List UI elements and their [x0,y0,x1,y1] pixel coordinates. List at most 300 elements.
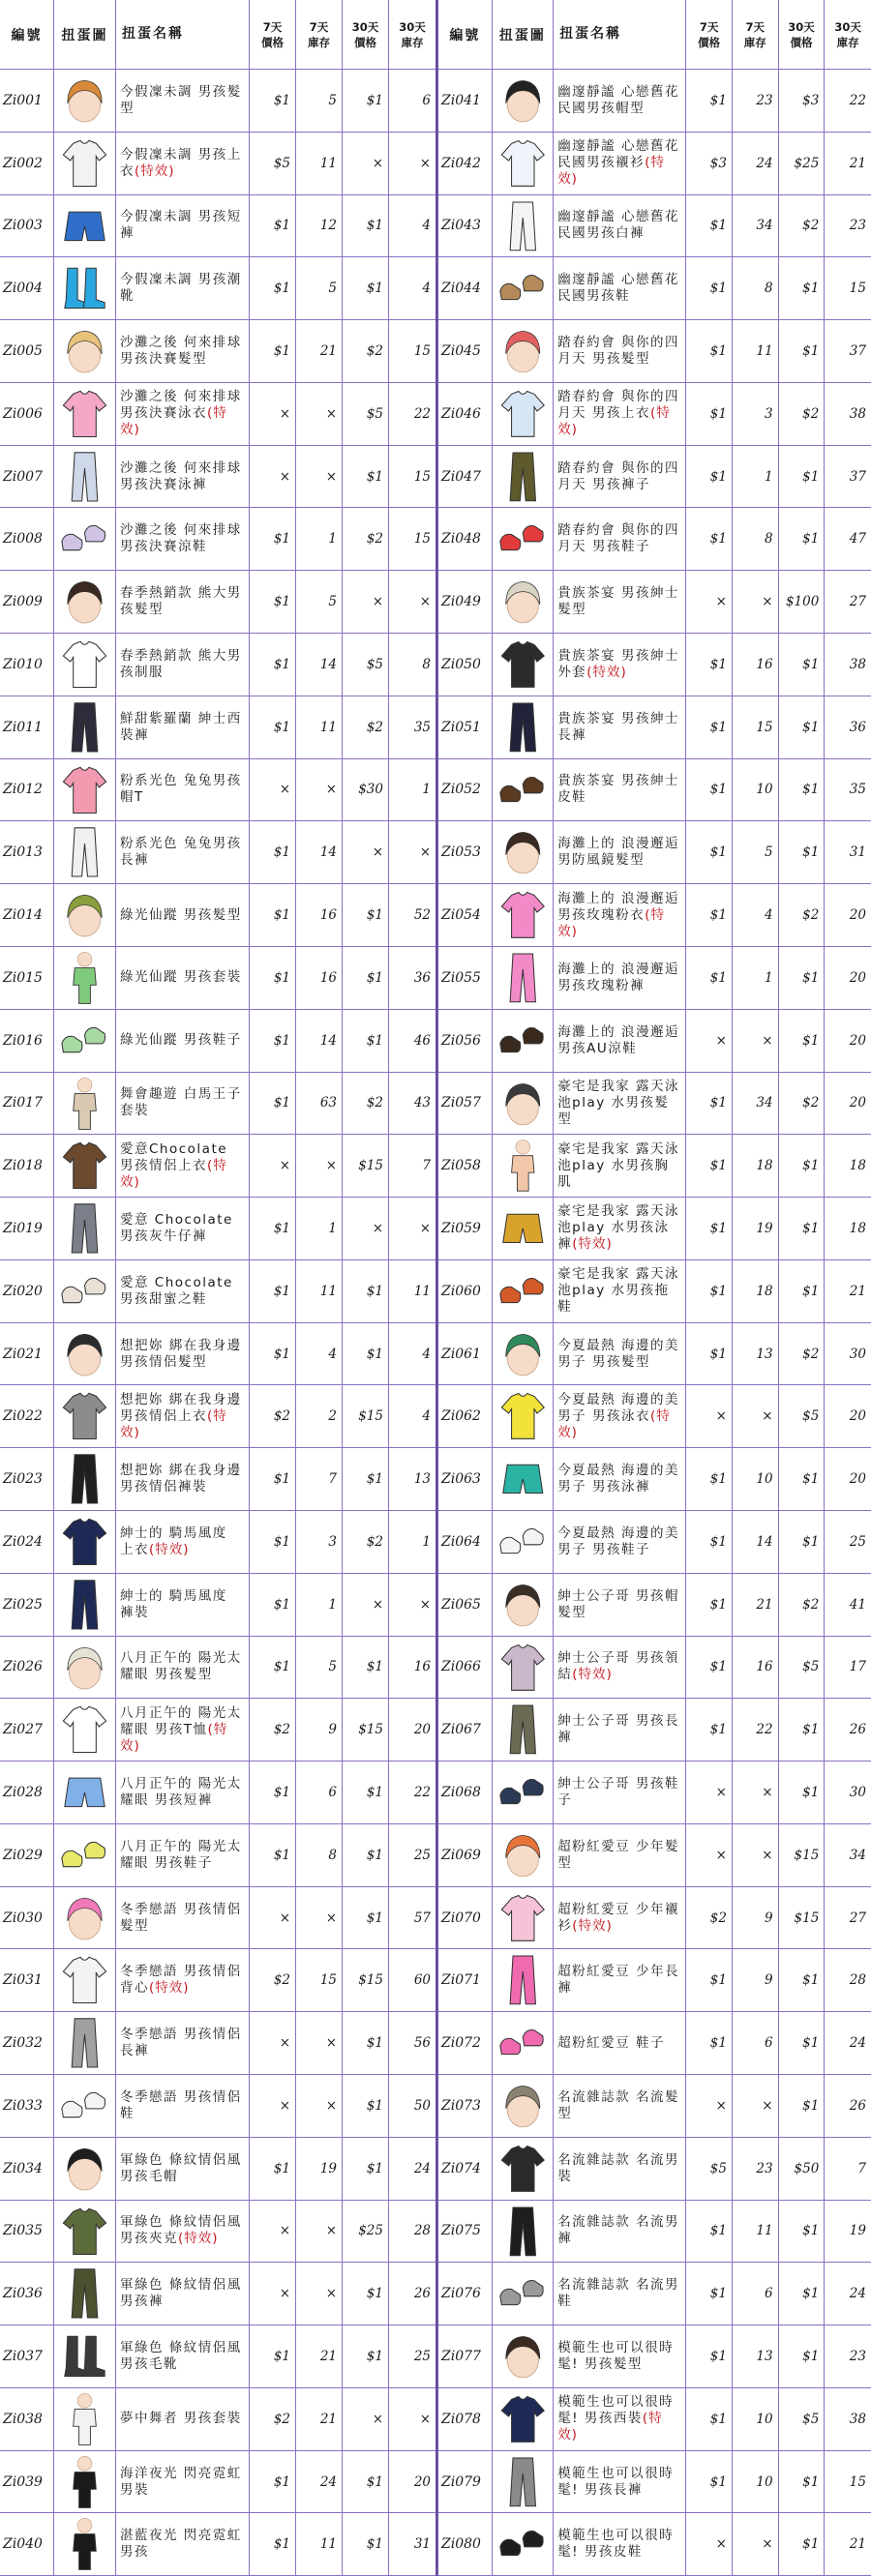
table-row [0,2388,871,2451]
stock-7-day: 14 [733,1511,779,1574]
stock-7-day: 6 [733,2263,779,2325]
item-name-label: 踏春約會 與你的四月天 男孩髮型 [557,335,679,368]
item-thumbnail [493,1762,555,1824]
table-row [0,257,871,320]
item-name-text [120,2466,245,2499]
price-30-day: $15 [343,1699,389,1762]
price-30-day: $5 [343,634,389,696]
stock-30-day: 21 [825,133,871,195]
stock-30-day: 15 [389,446,436,509]
header-name: 扭蛋名稱 [116,0,250,70]
item-code: Zi011 [0,696,54,759]
item-name-label: 模範生也可以很時髦! 男孩西裝 [557,2394,675,2427]
stock-7-day: 11 [296,133,343,195]
item-name [554,383,686,446]
stock-30-day: 7 [825,2138,871,2201]
table-row [0,2012,871,2075]
header-price-7: 7天 價格 [686,0,733,70]
left-item [0,2012,436,2075]
price-30-day: $1 [779,759,826,822]
stock-7-day: 11 [733,2201,779,2264]
table-row [0,2451,871,2514]
stock-30-day: 41 [825,1574,871,1637]
item-thumbnail [493,1887,555,1950]
price-7-day: $1 [250,2513,296,2576]
special-effect-tag: (特效) [178,2231,219,2247]
item-name [116,1073,250,1136]
right-item [436,2513,871,2576]
item-name-text [120,1463,245,1495]
item-name [554,1637,686,1700]
right-item [436,383,871,446]
item-name [554,696,686,759]
price-30-day: $30 [343,759,389,822]
shoes-icon [56,2077,113,2135]
item-name-text [120,773,245,806]
item-name [554,821,686,884]
stock-7-day: 5 [733,821,779,884]
stock-30-day: 38 [825,634,871,696]
item-name-label: 想把妳 綁在我身邊 男孩情侶褲裝 [120,1463,242,1495]
table-row [0,1010,871,1073]
item-name [116,2138,250,2201]
table-row [0,195,871,258]
stock-30-day: × [389,1574,436,1637]
right-item [436,257,871,320]
stock-7-day: 14 [296,634,343,696]
stock-7-day: × [296,2263,343,2325]
pants-icon [495,698,552,756]
table-row [0,383,871,446]
item-name-text [557,1776,681,1809]
item-thumbnail [54,947,116,1010]
stock-30-day: 25 [389,2325,436,2388]
pants-icon [56,1450,113,1508]
item-code: Zi080 [438,2513,493,2576]
item-name-label: 豪宅是我家 露天泳池play 水男孩拖鞋 [557,1266,679,1316]
item-thumbnail [54,571,116,634]
price-30-day: $2 [343,1073,389,1136]
left-item [0,2075,436,2138]
item-name-text [120,1212,245,1245]
right-item [436,1574,871,1637]
price-30-day: $1 [779,634,826,696]
item-code: Zi069 [438,1824,493,1887]
price-30-day: × [343,571,389,634]
item-name-label: 沙灘之後 何來排球 男孩決賽泳褲 [120,459,242,492]
table-row [0,1073,871,1136]
price-7-day: $1 [686,1260,733,1323]
left-item [0,947,436,1010]
header-name: 扭蛋名稱 [554,0,686,70]
price-30-day: $2 [779,1323,826,1386]
stock-7-day: × [733,571,779,634]
stock-7-day: 14 [296,821,343,884]
right-item [436,1323,871,1386]
table-row [0,1762,871,1824]
item-name-text [120,1964,245,1997]
special-effect-tag: (特效) [120,1721,228,1754]
item-code: Zi063 [438,1448,493,1511]
stock-30-day: 20 [389,2451,436,2514]
shirt-icon [56,1701,113,1759]
table-row [0,2138,871,2201]
item-code: Zi028 [0,1762,54,1824]
item-thumbnail [493,1574,555,1637]
item-name [554,571,686,634]
item-code: Zi039 [0,2451,54,2514]
price-30-day: $1 [343,257,389,320]
item-name [554,2012,686,2075]
price-7-day: $1 [250,1198,296,1260]
right-item [436,2012,871,2075]
item-name-text [120,1032,242,1049]
item-thumbnail [54,2075,116,2138]
item-name [116,2012,250,2075]
item-name-label: 豪宅是我家 露天泳池play 水男孩髮型 [557,1078,679,1127]
item-name-label: 湛藍夜光 閃亮霓虹男孩 [120,2528,242,2561]
pants-icon [495,2453,552,2511]
item-code: Zi051 [438,696,493,759]
table-row [0,2513,871,2576]
price-7-day: $1 [686,320,733,383]
stock-7-day: 1 [733,947,779,1010]
item-code: Zi024 [0,1511,54,1574]
stock-7-day: 6 [296,1762,343,1824]
stock-7-day: 18 [733,1260,779,1323]
stock-30-day: 30 [825,1323,871,1386]
item-name [116,1260,250,1323]
left-item [0,2201,436,2264]
right-item [436,634,871,696]
stock-7-day: 5 [296,1637,343,1700]
item-name-label: 超粉紅愛豆 鞋子 [557,2034,665,2051]
item-name [554,2513,686,2576]
item-name-label: 貴族茶宴 男孩紳士長褲 [557,710,679,743]
price-7-day: $1 [250,2325,296,2388]
shirt-icon [56,1951,113,2009]
price-30-day: $1 [779,947,826,1010]
item-code: Zi015 [0,947,54,1010]
stock-7-day: 6 [733,2012,779,2075]
table-row [0,1511,871,1574]
item-name-label: 愛意 Chocolate 男孩甜蜜之鞋 [120,1274,233,1307]
item-name [554,1448,686,1511]
price-7-day: $1 [686,446,733,509]
item-code: Zi017 [0,1073,54,1136]
stock-30-day: 52 [389,884,436,947]
price-7-day: × [250,2075,296,2138]
item-name-text [557,335,681,368]
item-name-label: 綠光仙蹤 男孩鞋子 [120,1032,242,1049]
stock-30-day: 18 [825,1198,871,1260]
item-thumbnail [493,133,555,195]
item-name [116,195,250,258]
item-name [116,70,250,133]
price-7-day: × [250,2201,296,2264]
item-code: Zi064 [438,1511,493,1574]
item-name-text [120,2027,245,2059]
item-name-label: 超粉紅愛豆 少年長褲 [557,1964,679,1997]
pants-icon [56,448,113,506]
item-name [116,947,250,1010]
right-item [436,1385,871,1448]
item-code: Zi001 [0,70,54,133]
right-item [436,1762,871,1824]
header-image: 扭蛋圖 [54,0,116,70]
price-30-day: $1 [343,1260,389,1323]
price-7-day: $1 [686,1448,733,1511]
left-item [0,1762,436,1824]
item-name-text [557,1266,681,1316]
item-name-label: 海灘上的 浪漫邂逅 男孩玫瑰粉衣 [557,890,679,923]
header-price-30: 30天 價格 [343,0,389,70]
item-thumbnail [54,1762,116,1824]
price-7-day: $1 [686,2012,733,2075]
pants-icon [495,197,552,255]
item-thumbnail [493,884,555,947]
item-name [116,571,250,634]
item-name [116,1762,250,1824]
stock-30-day: 28 [825,1949,871,2012]
left-item [0,1949,436,2012]
item-name-text [557,2089,681,2122]
item-name-label: 幽邃靜謐 心戀舊花 民國男孩白褲 [557,209,679,242]
table-row [0,884,871,947]
stock-30-day: 50 [389,2075,436,2138]
shorts-icon [495,1450,552,1508]
left-item [0,133,436,195]
pants-icon [56,2014,113,2072]
table-row [0,2325,871,2388]
stock-7-day: 7 [296,1448,343,1511]
stock-30-day: 20 [825,1385,871,1448]
item-name-text [120,335,245,368]
stock-7-day: × [296,2012,343,2075]
header-code: 編號 [0,0,54,70]
item-thumbnail [54,1323,116,1386]
stock-7-day: × [296,383,343,446]
right-item [436,133,871,195]
item-name [116,884,250,947]
item-name-label: 海洋夜光 閃亮霓虹男裝 [120,2465,242,2498]
stock-30-day: 34 [825,1824,871,1887]
item-name-label: 軍綠色 條紋情侶風 男孩褲 [120,2277,242,2310]
item-name-text [120,2214,245,2247]
price-7-day: $1 [250,2138,296,2201]
stock-30-day: 17 [825,1637,871,1700]
item-name [554,1323,686,1386]
item-name-text [120,460,245,493]
price-7-day: $1 [250,821,296,884]
item-name [554,2201,686,2264]
item-name-label: 幽邃靜謐 心戀舊花 民國男孩鞋 [557,272,679,305]
item-name [554,1574,686,1637]
table-row [0,1385,871,1448]
item-code: Zi010 [0,634,54,696]
table-row [0,1699,871,1762]
table-row [0,571,871,634]
price-30-day: $15 [343,1135,389,1198]
left-item [0,1010,436,1073]
item-name-text [120,272,245,305]
item-name-label: 貴族茶宴 男孩紳士皮鞋 [557,773,679,806]
price-30-day: $1 [779,257,826,320]
item-name-text [557,711,681,744]
table-row [0,821,871,884]
left-item [0,446,436,509]
shirt-icon [495,1639,552,1697]
shoes-icon [56,510,113,568]
item-code: Zi031 [0,1949,54,2012]
item-thumbnail [54,257,116,320]
item-name-label: 踏春約會 與你的四月天 男孩褲子 [557,459,679,492]
right-item [436,2138,871,2201]
item-name [554,947,686,1010]
price-30-day: $1 [779,1448,826,1511]
special-effect-tag: (特效) [135,163,175,179]
item-name-label: 想把妳 綁在我身邊 男孩情侶髮型 [120,1337,242,1370]
figure-icon [495,1137,552,1195]
price-7-day: × [686,1762,733,1824]
item-name-label: 沙灘之後 何來排球 男孩決賽涼鞋 [120,522,242,555]
stock-7-day: 14 [296,1010,343,1073]
item-name-text [557,2528,681,2561]
price-30-day: $15 [343,1385,389,1448]
price-30-day: $1 [343,446,389,509]
item-name-label: 八月正午的 陽光太耀眼 男孩T恤 [120,1704,242,1737]
price-7-day: × [250,759,296,822]
item-code: Zi033 [0,2075,54,2138]
item-code: Zi013 [0,821,54,884]
price-30-day: × [343,1198,389,1260]
stock-30-day: 27 [825,1887,871,1950]
item-name-label: 名流雜誌款 名流男鞋 [557,2277,679,2310]
hair-icon [56,322,113,380]
header-price-7: 7天 價格 [250,0,296,70]
special-effect-tag: (特效) [149,1980,190,1997]
item-code: Zi066 [438,1637,493,1700]
price-7-day: × [250,1887,296,1950]
price-30-day: $1 [343,1323,389,1386]
price-30-day: $15 [343,1949,389,2012]
price-30-day: $1 [343,1637,389,1700]
item-code: Zi019 [0,1198,54,1260]
stock-30-day: 47 [825,508,871,571]
price-30-day: $1 [779,1260,826,1323]
price-7-day: $1 [250,1260,296,1323]
item-code: Zi048 [438,508,493,571]
left-item [0,195,436,258]
item-code: Zi030 [0,1887,54,1950]
stock-30-day: 20 [825,947,871,1010]
header-right [436,0,871,70]
item-name-text [120,2152,245,2185]
item-code: Zi021 [0,1323,54,1386]
item-name-label: 海灘上的 浪漫邂逅 男防風鏡髮型 [557,836,679,869]
stock-30-day: 36 [389,947,436,1010]
item-name [116,2513,250,2576]
price-30-day: $25 [779,133,826,195]
item-name-text [557,2152,681,2185]
item-thumbnail [493,1637,555,1700]
item-thumbnail [54,884,116,947]
shirt-icon [56,1513,113,1571]
item-name-label: 貴族茶宴 男孩紳士外套 [557,647,679,680]
price-7-day: $1 [250,257,296,320]
item-name [554,1699,686,1762]
item-name-label: 今假凜未調 男孩上衣 [120,146,242,179]
stock-7-day: 16 [296,947,343,1010]
price-30-day: $25 [343,2201,389,2264]
item-name-text [120,1839,245,1872]
stock-30-day: 35 [825,759,871,822]
stock-7-day: 21 [296,2388,343,2451]
item-name [554,2138,686,2201]
item-code: Zi054 [438,884,493,947]
item-thumbnail [493,2263,555,2325]
price-7-day: $2 [250,1949,296,2012]
item-name-text [120,1902,245,1935]
left-item [0,821,436,884]
price-30-day: $1 [779,1198,826,1260]
item-code: Zi038 [0,2388,54,2451]
price-7-day: $1 [250,696,296,759]
item-code: Zi065 [438,1574,493,1637]
price-30-day: $5 [343,383,389,446]
item-code: Zi047 [438,446,493,509]
special-effect-tag: (特效) [557,405,671,438]
item-name [116,2263,250,2325]
stock-30-day: 24 [825,2012,871,2075]
item-code: Zi008 [0,508,54,571]
header-stock-30: 30天 庫存 [825,0,871,70]
item-thumbnail [54,1135,116,1198]
shirt-icon [56,1387,113,1445]
item-name [116,696,250,759]
stock-30-day: 27 [825,571,871,634]
left-item [0,1824,436,1887]
item-name [554,884,686,947]
price-30-day: $5 [779,1385,826,1448]
item-name-text [557,1964,681,1997]
stock-30-day: 15 [389,320,436,383]
special-effect-tag: (特效) [557,1407,671,1440]
stock-30-day: 38 [825,383,871,446]
item-thumbnail [493,2075,555,2138]
item-thumbnail [54,1949,116,2012]
item-thumbnail [54,1699,116,1762]
item-thumbnail [54,1010,116,1073]
price-7-day: $5 [686,2138,733,2201]
item-code: Zi044 [438,257,493,320]
item-thumbnail [493,759,555,822]
item-name-label: 模範生也可以很時髦! 男孩皮鞋 [557,2528,675,2561]
price-30-day: $1 [343,2263,389,2325]
item-code: Zi068 [438,1762,493,1824]
price-30-day: $1 [343,2451,389,2514]
shirt-icon [56,761,113,819]
item-thumbnail [493,2451,555,2514]
shirt-icon [56,1137,113,1195]
stock-30-day: 60 [389,1949,436,2012]
item-name [116,1574,250,1637]
item-thumbnail [54,2012,116,2075]
price-30-day: $1 [779,2451,826,2514]
right-item [436,1887,871,1950]
shirt-icon [495,636,552,694]
hair-icon [56,2140,113,2198]
